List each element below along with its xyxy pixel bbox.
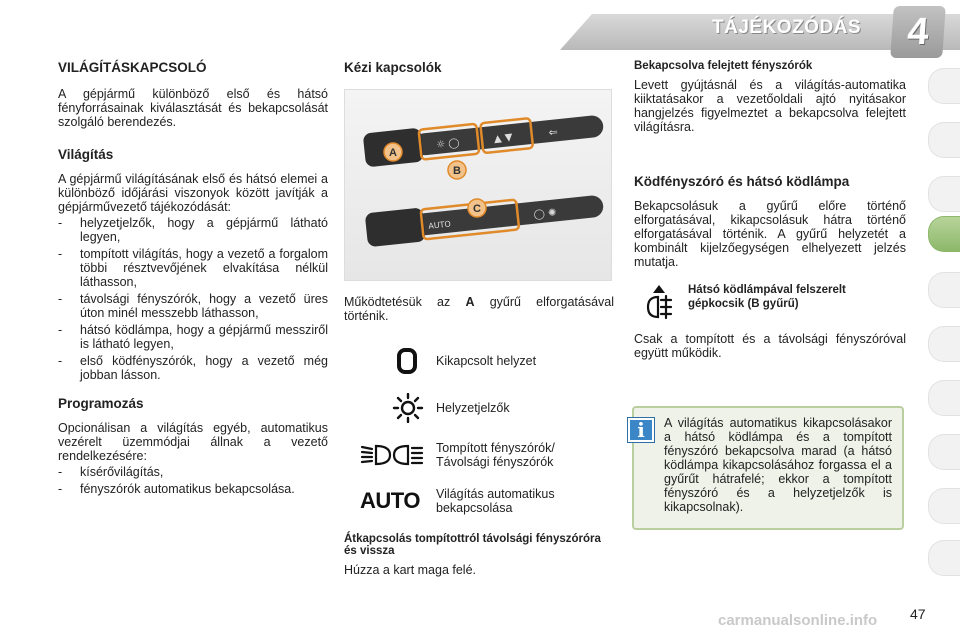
headlight-icon — [344, 442, 436, 468]
svg-text:▲ ▼: ▲ ▼ — [493, 132, 514, 145]
intro-text: A gépjármű különböző első és hátsó fényforrásainak kiválasztását és bekapcsolását szolgáló berendezés. — [58, 87, 328, 129]
fog-title: Ködfényszóró és hátsó ködlámpa — [634, 174, 850, 189]
programming-list — [58, 465, 328, 496]
operate-text: Működtetésük az A gyűrű elforgatásával történik. — [344, 295, 615, 323]
svg-text:A: A — [389, 147, 397, 159]
lighting-title: Világítás — [58, 147, 114, 162]
legend-headlights — [344, 441, 614, 469]
lighting-text: A gépjármű világításának első és hátsó elemei a különböző időjárási viszonyok között javítják a gépjárművezető tájékozódását: — [58, 172, 328, 214]
switch-title: Átkapcsolás tompítottról távolsági fényszóróra és vissza — [344, 533, 601, 557]
chapter-tab-4[interactable] — [928, 216, 960, 252]
programming-text: Opcionálisan a világítás egyéb, automatikus vezérelt üzemmódjai állnak a vezető rendelkezésére: — [58, 421, 328, 463]
label-a — [384, 143, 402, 161]
switch-text: Húzza a kart maga felé. — [344, 563, 477, 577]
list-item: - távolsági fényszórók, hogy a vezető üres úton minél messzebb láthasson, — [58, 292, 328, 320]
manual-controls-title: Kézi kapcsolók — [344, 60, 442, 75]
list-item: - hátsó ködlámpa, hogy a gépjármű messziről is látható legyen, — [58, 323, 328, 351]
light-switch-illustration — [344, 89, 612, 281]
chapter-tab-3[interactable] — [928, 176, 960, 212]
legend-label: Helyzetjelzők — [436, 401, 510, 415]
label-c — [468, 199, 486, 217]
off-position-icon — [344, 347, 436, 375]
svg-text:⇐: ⇐ — [547, 125, 559, 140]
list-item: - kísérővilágítás, — [58, 465, 328, 479]
column-right — [634, 60, 906, 360]
fog-text: Bekapcsolásuk a gyűrű előre történő elforgatásával, kikapcsolásuk hátra történő elforgatásával történik. A gyűrű helyzetét a kombinált kijelzőegységen elhelyezett jelzés mutatja. — [634, 199, 906, 269]
legend-label: Kikapcsolt helyzet — [436, 354, 537, 368]
legend-label: Tompított fényszórók/ Távolsági fényszórók — [436, 441, 555, 469]
auto-stalk-label: AUTO — [427, 219, 452, 231]
page-number: 47 — [910, 606, 926, 622]
forgotten-text: Levett gyújtásnál és a világítás-automatika kiiktatásakor a vezetőoldali ajtó nyitásakor hangjelzés figyelmeztet a bekapcsolva felejtett világításra. — [634, 78, 906, 134]
forgotten-title: Bekapcsolva felejtett fényszórók — [634, 60, 813, 72]
chapter-tab-5[interactable] — [928, 272, 960, 308]
column-left — [58, 60, 328, 499]
chapter-title: TÁJÉKOZÓDÁS — [712, 17, 862, 38]
programming-title: Programozás — [58, 396, 144, 411]
stalk-drawing — [345, 90, 611, 280]
legend-label: Világítás automatikus bekapcsolása — [436, 487, 555, 515]
auto-icon: AUTO — [360, 488, 420, 513]
column-middle — [344, 60, 614, 577]
legend-off — [344, 347, 614, 375]
rear-fog-text: Csak a tompított és a távolsági fényszóróval együtt működik. — [634, 332, 906, 360]
svg-text:B: B — [453, 165, 461, 177]
rear-fog-block — [634, 283, 906, 326]
chapter-tab-7[interactable] — [928, 380, 960, 416]
lighting-list — [58, 216, 328, 382]
chapter-tab-10[interactable] — [928, 540, 960, 576]
list-item: - helyzetjelzők, hogy a gépjármű látható legyen, — [58, 216, 328, 244]
info-text: A világítás automatikus kikapcsolásakor a hátsó ködlámpa és a tompított fényszóró bekapcsolva marad (a hátsó ködlámpa kikapcsolásához forgassa el a gyűrűt hátrafelé; ekkor a tompított fényszóró és a helyzetjelzők is kikapcsolnak). — [664, 416, 892, 514]
chapter-tab-2[interactable] — [928, 122, 960, 158]
list-item: - fényszórók automatikus bekapcsolása. — [58, 482, 328, 496]
rear-fog-title: Hátsó ködlámpával felszerelt gépkocsik (B gyűrű) — [688, 284, 846, 310]
chapter-tab-1[interactable] — [928, 68, 960, 104]
legend-position — [344, 393, 614, 423]
list-item: - tompított világítás, hogy a vezető a forgalom többi résztvevőjének elvakítása nélkül láthasson, — [58, 247, 328, 289]
svg-text:◯ ✺: ◯ ✺ — [533, 207, 557, 221]
label-b — [448, 161, 466, 179]
chapter-tab-9[interactable] — [928, 488, 960, 524]
chapter-tab-8[interactable] — [928, 434, 960, 470]
svg-text:C: C — [473, 203, 481, 215]
rear-fog-icon — [634, 283, 688, 326]
section-title: VILÁGÍTÁSKAPCSOLÓ — [58, 60, 207, 75]
svg-text:☼ ◯: ☼ ◯ — [435, 137, 461, 151]
watermark: carmanualsonline.info — [718, 612, 878, 629]
position-light-icon — [344, 393, 436, 423]
chapter-tab-6[interactable] — [928, 326, 960, 362]
info-note — [632, 406, 904, 530]
chapter-tab-rail — [928, 68, 960, 576]
chapter-number: 4 — [890, 6, 946, 58]
info-icon: i — [628, 418, 654, 442]
legend-auto — [344, 487, 614, 515]
list-item: - első ködfényszórók, hogy a vezető még jobban lásson. — [58, 354, 328, 382]
